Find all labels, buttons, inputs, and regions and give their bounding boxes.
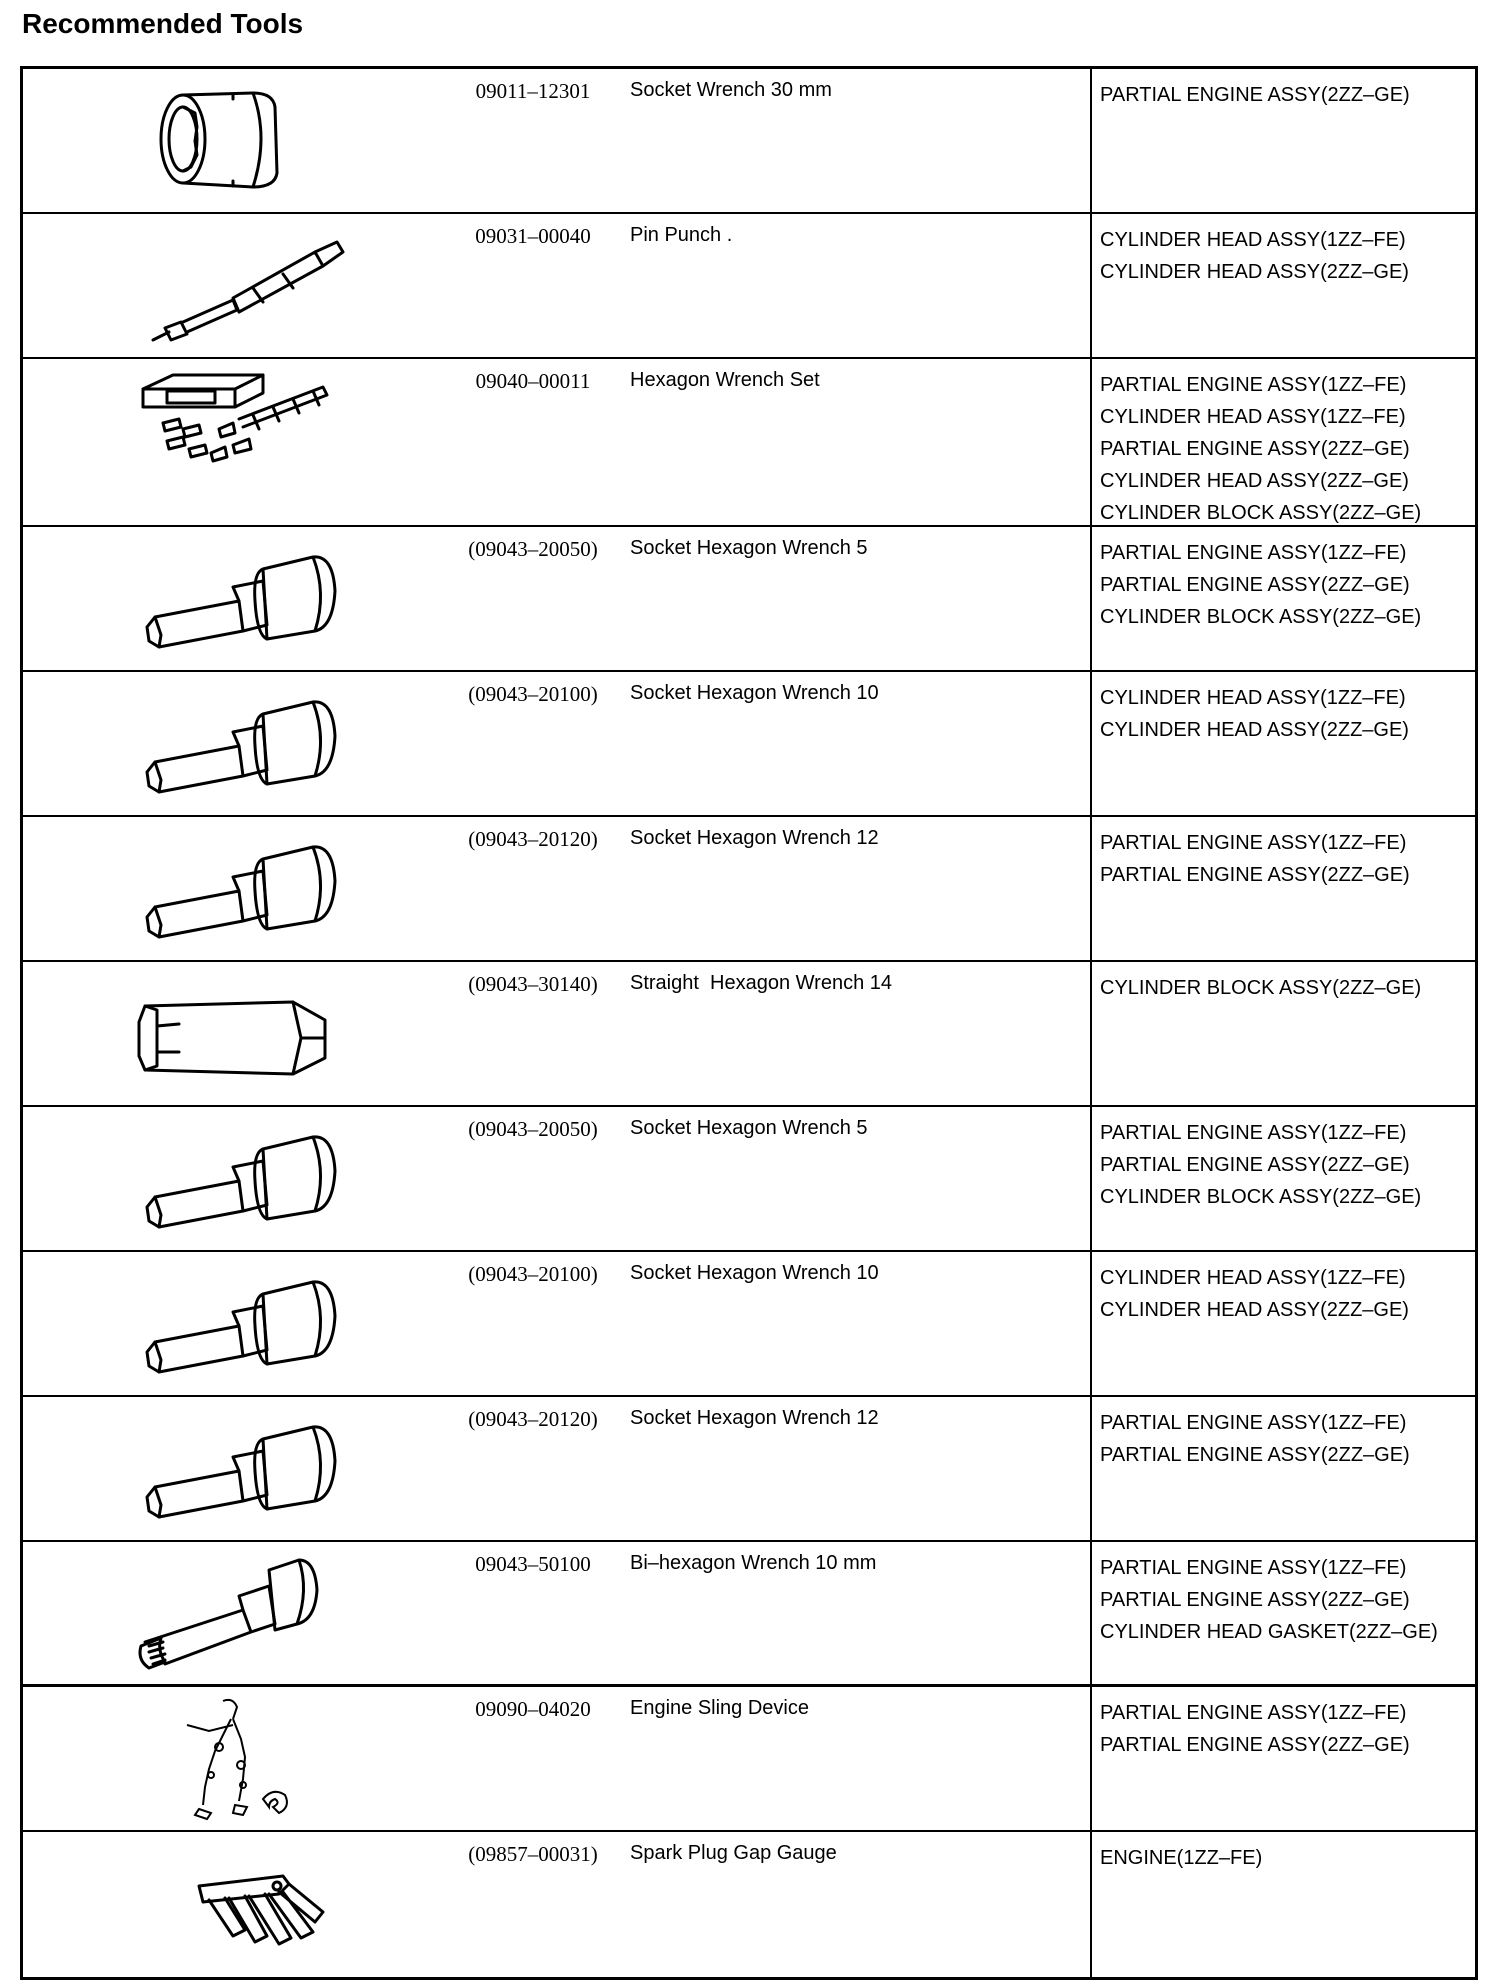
table-row bbox=[23, 1687, 1475, 1832]
part-number: 09043–50100 bbox=[475, 1552, 591, 1576]
part-number: (09043–20100) bbox=[468, 1262, 598, 1286]
table-row bbox=[23, 1252, 1475, 1397]
part-number: (09043–20120) bbox=[468, 827, 598, 851]
table-row bbox=[23, 1397, 1475, 1542]
application-item: ENGINE(1ZZ–FE) bbox=[1100, 1847, 1263, 1869]
part-number: (09043–20120) bbox=[468, 1407, 598, 1431]
applications-list bbox=[1100, 1262, 1409, 1326]
tool-name: Pin Punch . bbox=[630, 224, 733, 246]
engine-sling-device-icon bbox=[83, 1695, 383, 1823]
socket-hexagon-wrench-icon bbox=[83, 680, 383, 808]
application-item: CYLINDER HEAD ASSY(2ZZ–GE) bbox=[1100, 470, 1409, 492]
column-divider bbox=[1090, 817, 1092, 960]
application-item: PARTIAL ENGINE ASSY(2ZZ–GE) bbox=[1100, 864, 1410, 886]
socket-hexagon-wrench-icon bbox=[83, 1115, 383, 1243]
application-item: PARTIAL ENGINE ASSY(2ZZ–GE) bbox=[1100, 574, 1410, 596]
column-divider bbox=[1090, 1687, 1092, 1830]
part-number: (09043–30140) bbox=[468, 972, 598, 996]
application-item: PARTIAL ENGINE ASSY(1ZZ–FE) bbox=[1100, 832, 1407, 854]
table-row bbox=[23, 1107, 1475, 1252]
tools-table bbox=[20, 66, 1478, 1980]
application-item: PARTIAL ENGINE ASSY(1ZZ–FE) bbox=[1100, 1122, 1407, 1144]
part-number: 09031–00040 bbox=[475, 224, 591, 248]
socket-hexagon-wrench-icon bbox=[83, 535, 383, 663]
tool-name: Socket Wrench 30 mm bbox=[630, 79, 832, 101]
applications-list bbox=[1100, 1697, 1410, 1761]
applications-list bbox=[1100, 827, 1410, 891]
applications-list bbox=[1100, 224, 1409, 288]
column-divider bbox=[1090, 214, 1092, 357]
application-item: CYLINDER BLOCK ASSY(2ZZ–GE) bbox=[1100, 977, 1422, 999]
column-divider bbox=[1090, 359, 1092, 525]
application-item: PARTIAL ENGINE ASSY(2ZZ–GE) bbox=[1100, 1444, 1410, 1466]
application-item: CYLINDER HEAD ASSY(1ZZ–FE) bbox=[1100, 229, 1406, 251]
tool-name: Engine Sling Device bbox=[630, 1697, 809, 1719]
socket-wrench-icon bbox=[83, 77, 383, 205]
page-title: Recommended Tools bbox=[22, 8, 304, 39]
column-divider bbox=[1090, 1107, 1092, 1250]
application-item: CYLINDER HEAD ASSY(1ZZ–FE) bbox=[1100, 1267, 1406, 1289]
table-row bbox=[23, 672, 1475, 817]
application-item: CYLINDER HEAD ASSY(2ZZ–GE) bbox=[1100, 261, 1409, 283]
applications-list bbox=[1100, 1842, 1262, 1874]
application-item: PARTIAL ENGINE ASSY(2ZZ–GE) bbox=[1100, 84, 1410, 106]
tool-name: Spark Plug Gap Gauge bbox=[630, 1842, 837, 1864]
application-item: CYLINDER HEAD ASSY(2ZZ–GE) bbox=[1100, 1299, 1409, 1321]
application-item: PARTIAL ENGINE ASSY(1ZZ–FE) bbox=[1100, 1557, 1407, 1579]
application-item: CYLINDER HEAD ASSY(2ZZ–GE) bbox=[1100, 719, 1409, 741]
table-row bbox=[23, 69, 1475, 214]
application-item: CYLINDER BLOCK ASSY(2ZZ–GE) bbox=[1100, 502, 1422, 524]
table-row bbox=[23, 1832, 1475, 1977]
applications-list bbox=[1100, 1552, 1438, 1648]
column-divider bbox=[1090, 962, 1092, 1105]
tool-name: Socket Hexagon Wrench 5 bbox=[630, 537, 868, 559]
application-item: CYLINDER BLOCK ASSY(2ZZ–GE) bbox=[1100, 606, 1422, 628]
column-divider bbox=[1090, 527, 1092, 670]
application-item: PARTIAL ENGINE ASSY(1ZZ–FE) bbox=[1100, 374, 1407, 396]
application-item: PARTIAL ENGINE ASSY(1ZZ–FE) bbox=[1100, 542, 1407, 564]
applications-list bbox=[1100, 369, 1421, 529]
socket-hexagon-wrench-icon bbox=[83, 1260, 383, 1388]
application-item: CYLINDER BLOCK ASSY(2ZZ–GE) bbox=[1100, 1186, 1422, 1208]
tool-name: Socket Hexagon Wrench 10 bbox=[630, 682, 879, 704]
application-item: CYLINDER HEAD GASKET(2ZZ–GE) bbox=[1100, 1621, 1438, 1643]
table-row bbox=[23, 962, 1475, 1107]
applications-list bbox=[1100, 972, 1421, 1004]
application-item: CYLINDER HEAD ASSY(1ZZ–FE) bbox=[1100, 687, 1406, 709]
column-divider bbox=[1090, 1252, 1092, 1395]
application-item: PARTIAL ENGINE ASSY(1ZZ–FE) bbox=[1100, 1702, 1407, 1724]
column-divider bbox=[1090, 69, 1092, 212]
pin-punch-icon bbox=[83, 222, 383, 350]
part-number: 09090–04020 bbox=[475, 1697, 591, 1721]
straight-hexagon-wrench-icon bbox=[83, 970, 383, 1098]
applications-list bbox=[1100, 1407, 1410, 1471]
application-item: PARTIAL ENGINE ASSY(2ZZ–GE) bbox=[1100, 1734, 1410, 1756]
hexagon-wrench-set-icon bbox=[83, 367, 383, 495]
table-row bbox=[23, 1542, 1475, 1687]
part-number: (09043–20050) bbox=[468, 537, 598, 561]
part-number: 09011–12301 bbox=[475, 79, 591, 103]
applications-list bbox=[1100, 682, 1409, 746]
table-row bbox=[23, 527, 1475, 672]
tool-name: Socket Hexagon Wrench 5 bbox=[630, 1117, 868, 1139]
part-number: (09043–20050) bbox=[468, 1117, 598, 1141]
tool-name: Socket Hexagon Wrench 12 bbox=[630, 1407, 879, 1429]
application-item: PARTIAL ENGINE ASSY(2ZZ–GE) bbox=[1100, 1589, 1410, 1611]
application-item: PARTIAL ENGINE ASSY(2ZZ–GE) bbox=[1100, 438, 1410, 460]
applications-list bbox=[1100, 79, 1410, 111]
tool-name: Bi–hexagon Wrench 10 mm bbox=[630, 1552, 877, 1574]
tool-name: Socket Hexagon Wrench 10 bbox=[630, 1262, 879, 1284]
part-number: 09040–00011 bbox=[475, 369, 591, 393]
application-item: CYLINDER HEAD ASSY(1ZZ–FE) bbox=[1100, 406, 1406, 428]
part-number: (09043–20100) bbox=[468, 682, 598, 706]
column-divider bbox=[1090, 1542, 1092, 1684]
part-number: (09857–00031) bbox=[468, 1842, 598, 1866]
table-row bbox=[23, 214, 1475, 359]
socket-hexagon-wrench-icon bbox=[83, 825, 383, 953]
applications-list bbox=[1100, 537, 1421, 633]
column-divider bbox=[1090, 1832, 1092, 1977]
tool-name: Straight Hexagon Wrench 14 bbox=[630, 972, 893, 994]
application-item: PARTIAL ENGINE ASSY(1ZZ–FE) bbox=[1100, 1412, 1407, 1434]
column-divider bbox=[1090, 672, 1092, 815]
column-divider bbox=[1090, 1397, 1092, 1540]
bi-hexagon-wrench-icon bbox=[83, 1550, 383, 1678]
tool-name: Hexagon Wrench Set bbox=[630, 369, 820, 391]
tool-name: Socket Hexagon Wrench 12 bbox=[630, 827, 879, 849]
table-row bbox=[23, 359, 1475, 527]
spark-plug-gap-gauge-icon bbox=[83, 1840, 383, 1968]
socket-hexagon-wrench-icon bbox=[83, 1405, 383, 1533]
table-row bbox=[23, 817, 1475, 962]
application-item: PARTIAL ENGINE ASSY(2ZZ–GE) bbox=[1100, 1154, 1410, 1176]
applications-list bbox=[1100, 1117, 1421, 1213]
